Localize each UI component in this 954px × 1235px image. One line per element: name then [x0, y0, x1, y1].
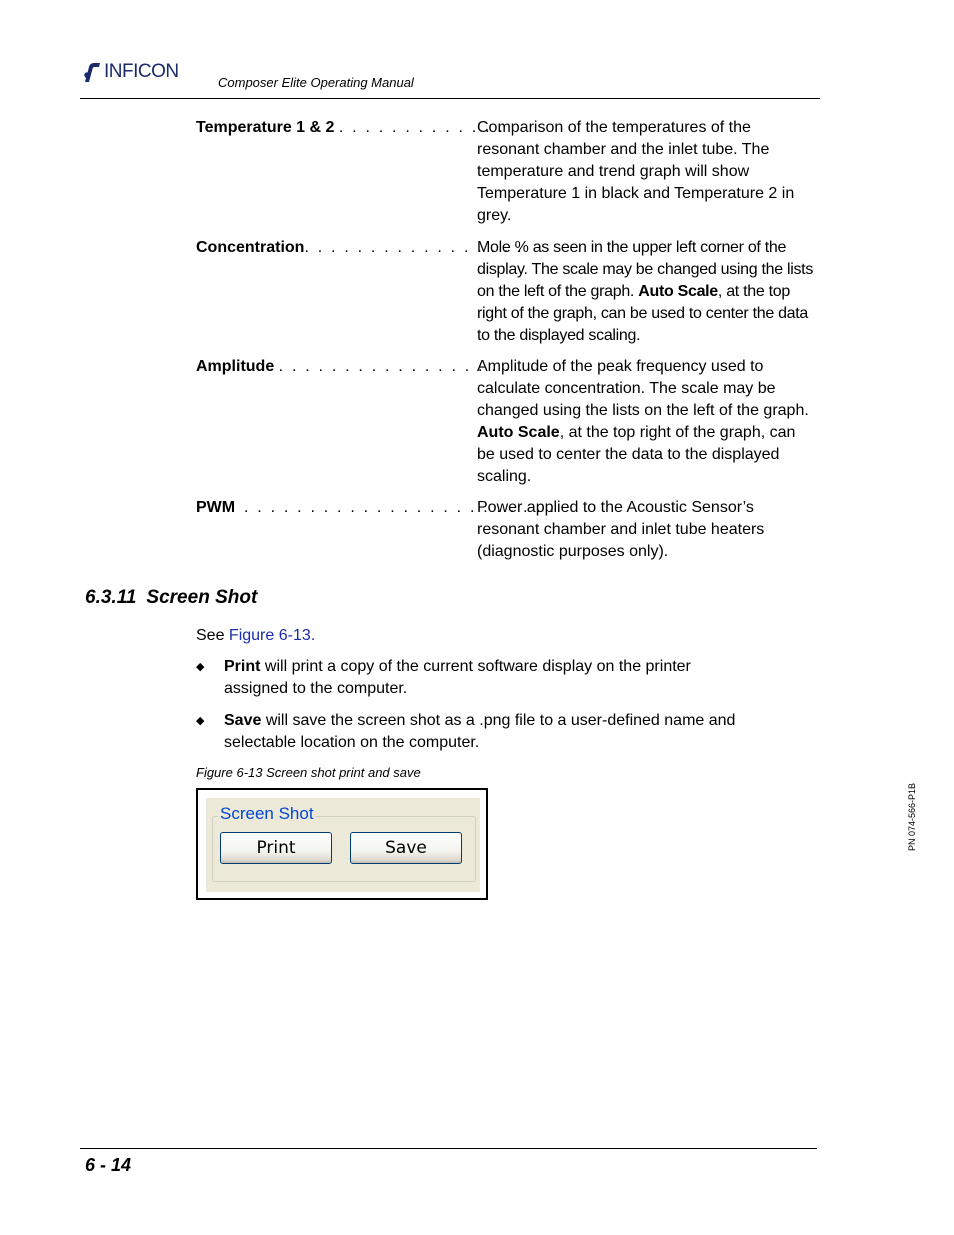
- definition-term-concentration: Concentration. . . . . . . . . . . . . . . . .: [196, 239, 524, 256]
- section-number: 6.3.11: [85, 587, 137, 608]
- definition-term-pwm: PWM . . . . . . . . . . . . . . . . . . . . . . . .: [196, 499, 557, 516]
- save-button[interactable]: Save: [350, 832, 462, 864]
- definition-term-amplitude: Amplitude . . . . . . . . . . . . . . . . . . . .: [196, 358, 538, 375]
- manual-title: Composer Elite Operating Manual: [218, 75, 414, 90]
- section-title: Screen Shot: [146, 587, 258, 608]
- definition-desc-temperature: Comparison of the temperatures of the resonant chamber and the inlet tube. The temperature and trend graph will show Temperature 1 in black and Temperature 2 in grey.: [477, 119, 795, 224]
- footer-rule: [80, 1148, 817, 1149]
- definition-term-temperature: Temperature 1 & 2 . . . . . . . . . . . . .: [196, 119, 506, 136]
- bullet-print: ◆ Print will print a copy of the current software display on the printer assigned to the computer.: [196, 658, 691, 697]
- bullet-save: ◆ Save will save the screen shot as a .png file to a user-defined name and selectable location on the computer.: [196, 712, 736, 751]
- inficon-logo-mark-icon: [82, 61, 102, 83]
- definition-desc-amplitude: Amplitude of the peak frequency used to calculate concentration. The scale may be changed using the lists on the left of the graph. Auto Scale, at the top right of the graph, can be used to center the data to the displayed scaling.: [477, 358, 809, 485]
- section-heading: [85, 587, 257, 609]
- figure-link[interactable]: Figure 6-13: [228, 627, 311, 644]
- page-number: 6 - 14: [85, 1155, 132, 1175]
- part-number: PN 074-566-P1B: [907, 782, 918, 852]
- figure-caption: Figure 6-13 Screen shot print and save: [196, 765, 421, 780]
- inficon-logo: [82, 60, 179, 84]
- diamond-bullet-icon: ◆: [196, 661, 205, 673]
- print-button[interactable]: Print: [220, 832, 332, 864]
- header-rule: [80, 98, 820, 99]
- see-figure-line: See Figure 6-13.: [196, 627, 316, 644]
- definition-desc-concentration: Mole % as seen in the upper left corner of the display. The scale may be changed using the lists on the left of the graph. Auto Scale, at the top right of the graph, can be used to center the data to the displayed scaling.: [477, 239, 814, 344]
- figure-screenshot: [196, 788, 488, 900]
- screen-shot-panel: [206, 798, 480, 892]
- diamond-bullet-icon: ◆: [196, 715, 205, 727]
- group-label: Screen Shot: [220, 804, 314, 823]
- definition-desc-pwm: Power applied to the Acoustic Sensor’s resonant chamber and inlet tube heaters (diagnostic purposes only).: [477, 499, 765, 560]
- brand-name: INFICON: [104, 61, 179, 82]
